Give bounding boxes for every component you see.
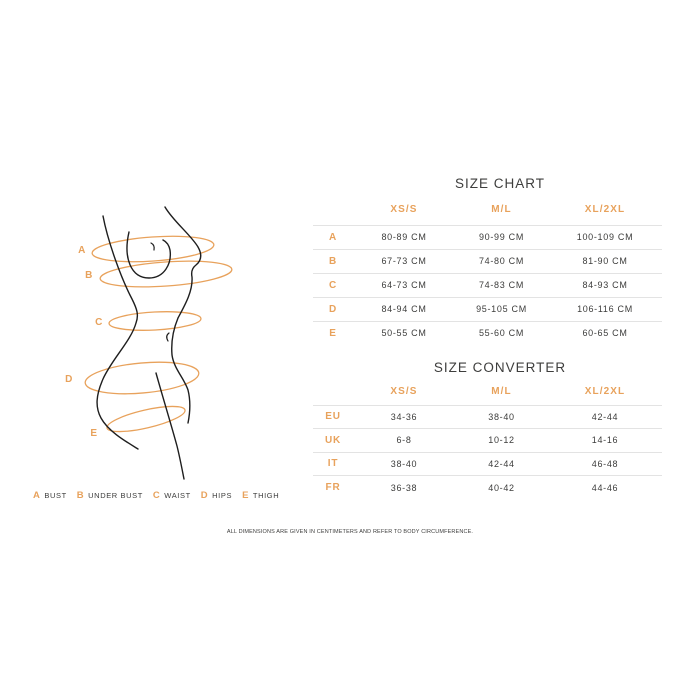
size-cell: 80-89 CM bbox=[353, 225, 455, 249]
figure-marker-b: B bbox=[85, 270, 93, 281]
body-figure-svg bbox=[40, 190, 260, 490]
size-cell: 44-46 bbox=[548, 476, 662, 500]
row-label: B bbox=[313, 249, 353, 273]
size-cell: 74-83 CM bbox=[455, 273, 548, 297]
size-cell: 55-60 CM bbox=[455, 321, 548, 345]
figure-marker-e: E bbox=[90, 428, 98, 439]
table-row bbox=[313, 321, 662, 345]
size-cell: 38-40 bbox=[455, 405, 548, 429]
size-cell: 14-16 bbox=[548, 429, 662, 453]
size-cell: 42-44 bbox=[455, 452, 548, 476]
legend-item-under-bust bbox=[77, 490, 143, 501]
size-cell: 74-80 CM bbox=[455, 249, 548, 273]
legend-item-bust bbox=[33, 490, 67, 501]
size-cell: 40-42 bbox=[455, 476, 548, 500]
size-cell: 6-8 bbox=[353, 429, 455, 453]
legend-item-waist bbox=[153, 490, 191, 501]
navel-mark bbox=[167, 333, 169, 341]
size-cell: 34-36 bbox=[353, 405, 455, 429]
row-label: C bbox=[313, 273, 353, 297]
thigh-ellipse bbox=[105, 401, 187, 437]
size-cell: 81-90 CM bbox=[548, 249, 662, 273]
size-cell: 84-94 CM bbox=[353, 297, 455, 321]
size-converter-header-row bbox=[313, 378, 662, 405]
legend-label: UNDER BUST bbox=[88, 491, 143, 500]
legend-label: BUST bbox=[44, 491, 67, 500]
table-row bbox=[313, 476, 662, 500]
corner-cell bbox=[313, 378, 353, 405]
size-chart-header-row bbox=[313, 194, 662, 225]
table-row bbox=[313, 297, 662, 321]
legend-item-hips bbox=[201, 490, 232, 501]
table-row bbox=[313, 249, 662, 273]
legend-label: HIPS bbox=[212, 491, 233, 500]
size-cell: 46-48 bbox=[548, 452, 662, 476]
figure-marker-c: C bbox=[95, 317, 103, 328]
row-label: EU bbox=[313, 405, 353, 429]
column-header-xl-2xl: XL/2XL bbox=[548, 194, 662, 225]
legend-letter: E bbox=[242, 490, 249, 501]
column-header-xs-s: XS/S bbox=[353, 194, 455, 225]
size-cell: 36-38 bbox=[353, 476, 455, 500]
table-row bbox=[313, 452, 662, 476]
size-cell: 67-73 CM bbox=[353, 249, 455, 273]
bust-ellipse bbox=[91, 233, 214, 265]
size-cell: 42-44 bbox=[548, 405, 662, 429]
size-cell: 100-109 CM bbox=[548, 225, 662, 249]
figure-marker-a: A bbox=[78, 245, 86, 256]
column-header-m-l: M/L bbox=[455, 194, 548, 225]
under-bust-ellipse bbox=[99, 257, 232, 290]
row-label: D bbox=[313, 297, 353, 321]
body-measurement-figure bbox=[40, 190, 260, 490]
size-converter-title: SIZE CONVERTER bbox=[433, 360, 567, 375]
legend-letter: D bbox=[200, 490, 209, 501]
size-cell: 106-116 CM bbox=[548, 297, 662, 321]
table-row bbox=[313, 225, 662, 249]
legend-label: WAIST bbox=[164, 491, 191, 500]
row-label: A bbox=[313, 225, 353, 249]
waist-ellipse bbox=[109, 310, 202, 333]
table-row bbox=[313, 273, 662, 297]
table-row bbox=[313, 429, 662, 453]
size-cell: 64-73 CM bbox=[353, 273, 455, 297]
row-label: FR bbox=[313, 476, 353, 500]
measurement-legend bbox=[33, 490, 279, 501]
size-cell: 60-65 CM bbox=[548, 321, 662, 345]
column-header-xs-s: XS/S bbox=[353, 378, 455, 405]
row-label: E bbox=[313, 321, 353, 345]
legend-letter: A bbox=[33, 490, 41, 501]
size-tables-panel bbox=[313, 174, 662, 499]
size-cell: 95-105 CM bbox=[455, 297, 548, 321]
column-header-m-l: M/L bbox=[455, 378, 548, 405]
figure-marker-d: D bbox=[65, 374, 73, 385]
size-cell: 10-12 bbox=[455, 429, 548, 453]
row-label: UK bbox=[313, 429, 353, 453]
size-cell: 90-99 CM bbox=[455, 225, 548, 249]
size-converter-table bbox=[313, 378, 662, 499]
table-row bbox=[313, 405, 662, 429]
size-chart-title: SIZE CHART bbox=[454, 176, 545, 191]
legend-letter: B bbox=[76, 490, 85, 501]
dimensions-footnote: ALL DIMENSIONS ARE GIVEN IN CENTIMETERS AND REFER TO BODY CIRCUMFERENCE. bbox=[226, 529, 474, 535]
size-cell: 38-40 bbox=[353, 452, 455, 476]
legend-letter: C bbox=[152, 490, 161, 501]
size-cell: 84-93 CM bbox=[548, 273, 662, 297]
legend-label: THIGH bbox=[252, 491, 280, 500]
size-chart-table bbox=[313, 194, 662, 345]
row-label: IT bbox=[313, 452, 353, 476]
corner-cell bbox=[313, 194, 353, 225]
column-header-xl-2xl: XL/2XL bbox=[548, 378, 662, 405]
size-cell: 50-55 CM bbox=[353, 321, 455, 345]
nipple-mark bbox=[151, 243, 154, 250]
legend-item-thigh bbox=[242, 490, 279, 501]
